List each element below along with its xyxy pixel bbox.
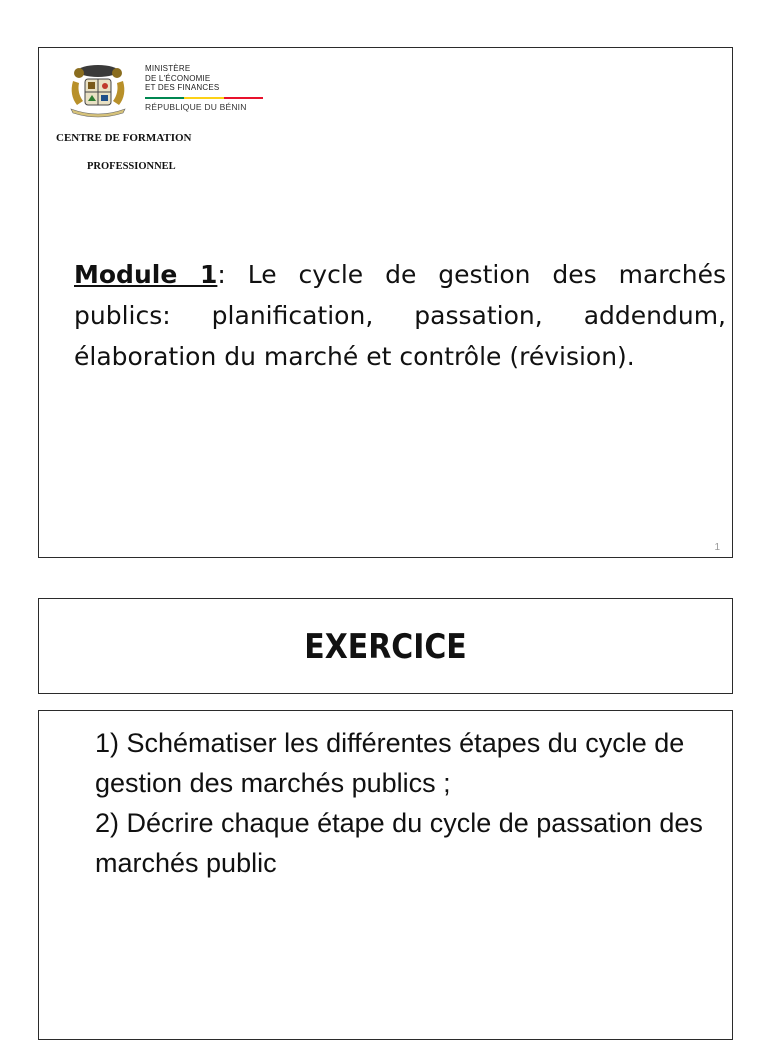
ministry-line: ET DES FINANCES — [145, 83, 220, 92]
exercise-item: 1) Schématiser les différentes étapes du cycle de gestion des marchés publics ; — [95, 728, 685, 798]
module-text: : Le cycle de gestion des marchés publics: planification, passation, addendum, élaboration du marché et contrôle (révision). — [74, 260, 727, 371]
centre-line-1: CENTRE DE FORMATION — [56, 132, 192, 144]
centre-line-2: PROFESSIONNEL — [87, 161, 176, 172]
exercise-list — [95, 723, 725, 883]
exercise-item: 2) Décrire chaque étape du cycle de passation des marchés public — [95, 808, 703, 878]
flag-yellow-stripe — [184, 97, 223, 99]
ministry-line: MINISTÈRE — [145, 64, 191, 73]
coat-of-arms-emblem — [65, 61, 131, 119]
exercise-title-box — [38, 598, 733, 694]
ministry-line: DE L'ÉCONOMIE — [145, 73, 211, 83]
exercise-body-box — [38, 710, 733, 1040]
flag-green-stripe — [145, 97, 184, 99]
exercise-title: EXERCICE — [304, 627, 467, 667]
flag-color-bar — [145, 97, 263, 99]
flag-red-stripe — [224, 97, 263, 99]
republic-name: RÉPUBLIQUE DU BÉNIN — [145, 101, 247, 112]
ministry-header — [65, 61, 263, 119]
module-label: Module 1 — [74, 260, 218, 289]
module-description — [74, 254, 726, 377]
page-number: 1 — [714, 542, 720, 553]
slide-1 — [38, 47, 733, 558]
